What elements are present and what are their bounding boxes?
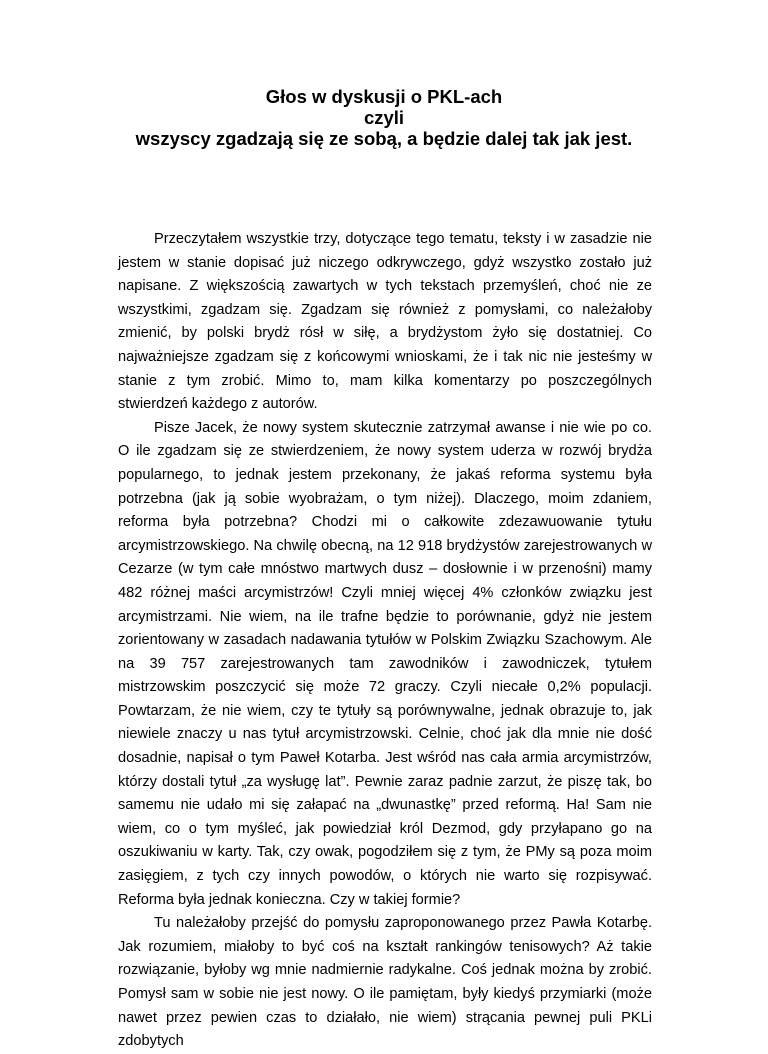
paragraph-2: Pisze Jacek, że nowy system skutecznie zatrzymał awanse i nie wie po co. O ile zgadzam się ze stwierdzeniem, że nowy system uderza w rozwój brydża popularnego, to jednak jestem przekonany, że jakaś reforma systemu była potrzebna (jak ją sobie wyobrażam, o tym niżej). Dlaczego, moim zdaniem, reforma była potrzebna? Chodzi mi o całkowite zdezawuowanie tytułu arcymistrzowskiego. Na chwilę obecną, na 12 918 brydżystów zarejestrowanych w Cezarze (w tym całe mnóstwo martwych dusz – dosłownie i w przenośni) mamy 482 różnej maści arcymistrzów! Czyli mniej więcej 4% członków związku jest arcymistrzami. Nie wiem, na ile trafne będzie to porównanie, gdyż nie jestem zorientowany w zasadach nadawania tytułów w Polskim Związku Szachowym. Ale na 39 757 zarejestrowanych tam zawodników i zawodniczek, tytułem mistrzowskim poszczycić się może 72 graczy. Czyli niecałe 0,2% populacji. Powtarzam, że nie wiem, czy te tytuły są porównywalne, jednak obrazuje to, jak niewiele znaczy u nas tytuł arcymistrzowski. Celnie, choć jak dla mnie nie dość dosadnie, napisał o tym Paweł Kotarba. Jest wśród nas cała armia arcymistrzów, którzy dostali tytuł „za wysługę lat”. Pewnie zaraz padnie zarzut, że piszę tak, bo samemu nie udało mi się załapać na „dwunastkę” przed reformą. Ha! Sam nie wiem, co o tym myśleć, jak powiedział król Dezmod, gdy przyłapano go na oszukiwaniu w karty. Tak, czy owak, pogodziłem się z tym, że PMy są poza moim zasięgiem, z tych czy innych powodów, o których nie warto się rozpisywać. Reforma była jednak konieczna. Czy w takiej formie?	[118, 419, 652, 908]
paragraph-3: Tu należałoby przejść do pomysłu zaproponowanego przez Pawła Kotarbę. Jak rozumiem, miałoby to być coś na kształt rankingów tenisowych? Aż takie rozwiązanie, byłoby wg mnie nadmiernie radykalne. Coś jednak można by zrobić. Pomysł sam w sobie nie jest nowy. O ile pamiętam, były kiedyś przymiarki (może nawet przez pewien czas to działało, nie wiem) strącania pewnej puli PKLi zdobytych	[118, 915, 652, 1050]
document-title	[60, 86, 708, 149]
document-body	[118, 228, 652, 1054]
title-line-1: Głos w dyskusji o PKL-ach	[265, 86, 503, 107]
title-line-3: wszyscy zgadzają się ze sobą, a będzie dalej tak jak jest.	[135, 128, 633, 149]
title-line-2: czyli	[363, 107, 405, 128]
paragraph-1: Przeczytałem wszystkie trzy, dotyczące tego tematu, teksty i w zasadzie nie jestem w stanie dopisać już niczego odkrywczego, gdyż wszystko zostało już napisane. Z większością zawartych w tych tekstach przemyśleń, choć nie ze wszystkimi, zgadzam się. Zgadzam się również z pomysłami, co należałoby zmienić, by polski brydż rósł w siłę, a brydżystom żyło się dostatniej. Co najważniejsze zgadzam się z końcowymi wnioskami, że i tak nic nie jesteśmy w stanie z tym zrobić. Mimo to, mam kilka komentarzy po poszczególnych stwierdzeń każdego z autorów.	[118, 231, 652, 413]
